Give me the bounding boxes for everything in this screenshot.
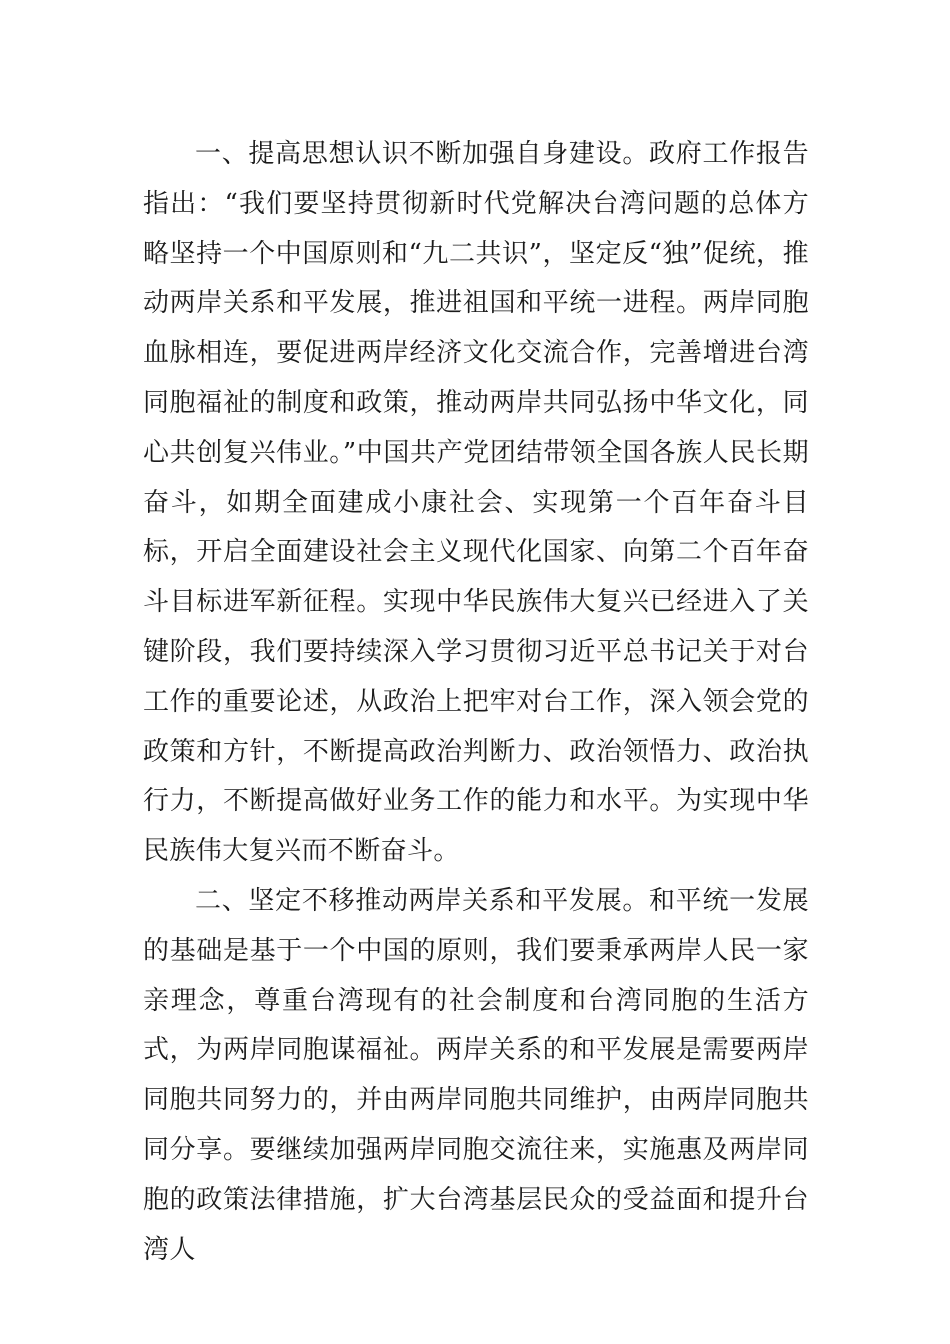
document-body <box>143 130 809 1275</box>
paragraph-2: 二、坚定不移推动两岸关系和平发展。和平统一发展的基础是基于一个中国的原则，我们要秉承两岸人民一家亲理念，尊重台湾现有的社会制度和台湾同胞的生活方式，为两岸同胞谋福祉。两岸关系的和平发展是需要两岸同胞共同努力的，并由两岸同胞共同维护，由两岸同胞共同分享。要继续加强两岸同胞交流往来，实施惠及两岸同胞的政策法律措施，扩大台湾基层民众的受益面和提升台湾人 <box>143 885 809 1265</box>
paragraph-1: 一、提高思想认识不断加强自身建设。政府工作报告指出：“我们要坚持贯彻新时代党解决台湾问题的总体方略坚持一个中国原则和“九二共识”，坚定反“独”促统，推动两岸关系和平发展，推进祖国和平统一进程。两岸同胞血脉相连，要促进两岸经济文化交流合作，完善增进台湾同胞福祉的制度和政策，推动两岸共同弘扬中华文化，同心共创复兴伟业。”中国共产党团结带领全国各族人民长期奋斗，如期全面建成小康社会、实现第一个百年奋斗目标，开启全面建设社会主义现代化国家、向第二个百年奋斗目标进军新征程。实现中华民族伟大复兴已经进入了关键阶段，我们要持续深入学习贯彻习近平总书记关于对台工作的重要论述，从政治上把牢对台工作，深入领会党的政策和方针，不断提高政治判断力、政治领悟力、政治执行力，不断提高做好业务工作的能力和水平。为实现中华民族伟大复兴而不断奋斗。 <box>143 139 809 867</box>
